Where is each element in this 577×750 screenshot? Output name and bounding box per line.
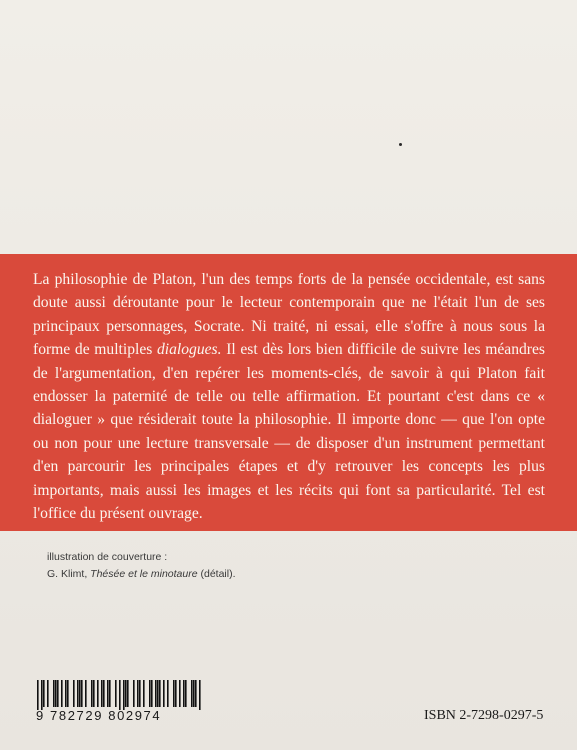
barcode-bar [97,680,99,707]
credit-label: illustration de couverture : [47,551,168,563]
barcode-bar [159,680,161,707]
barcode-bar [163,680,165,707]
barcode-bar [43,680,45,707]
barcode-bar [133,680,135,707]
barcode-bar [123,680,125,710]
blurb-text-part2: Il est dès lors bien difficile de suivre les méandres de l'argumentation, d'en repérer les moments-clés, de savoir à qui Platon fait endosser la paternité de telle ou telle affirmation. Et pourtant c'est dans ce « dialoguer » que résiderait toute la philosophie. Il importe donc — que l'on opte ou non pour une lecture transversale — de disposer d'un instrument permettant d'en parcourir les principales étapes et d'y retrouver les concepts les plus importants, mais aussi les images et les récits qui font sa particularité. Tel est l'office du présent ouvrage. [33,341,545,523]
barcode-bar [101,680,103,707]
credit-line [47,566,467,583]
barcode-bar [57,680,59,707]
illustration-credit [47,549,467,582]
barcode-bar [185,680,187,707]
barcode-bar [79,680,81,707]
isbn-number: ISBN 2-7298-0297-5 [424,708,544,723]
barcode-bar [149,680,151,707]
barcode-bar [173,680,175,707]
barcode-bar [55,680,57,707]
barcode-bar [151,680,153,707]
credit-suffix: (détail). [197,567,236,580]
barcode-bar [85,680,87,707]
credit-artwork-title: Thésée et le minotaure [90,567,198,580]
barcode-bar [155,680,157,707]
barcode-bar [53,680,55,707]
barcode-bar [157,680,159,707]
barcode-bar [115,680,117,707]
barcode-bar [41,680,43,710]
barcode-bar [47,680,49,707]
barcode-bar [195,680,197,707]
barcode-bar [127,680,129,707]
barcode-digits: 9 782729 802974 [36,708,162,723]
barcode-bar [175,680,177,707]
barcode-bar [199,680,201,710]
barcode-bar [103,680,105,707]
barcode-bar [179,680,181,707]
barcode-bar [193,680,195,707]
print-speck [399,143,402,146]
barcode-bar [183,680,185,707]
barcode-bar [77,680,79,707]
blurb-italic-word: dialogues. [156,341,222,359]
barcode-bar [61,680,63,707]
back-cover-blurb [33,268,545,525]
barcode-bar [125,680,127,707]
barcode-bar [65,680,67,707]
barcode-bar [167,680,169,707]
barcode-bar [91,680,93,707]
barcode-bar [119,680,121,710]
barcode-bar [81,680,83,707]
barcode-bar [37,680,39,710]
barcode-bar [137,680,139,707]
barcode-bar [109,680,111,707]
barcode-bar [139,680,141,707]
blurb-text-part1: La philosophie de Platon, l'un des temps forts de la pensée occidentale, est sans doute aussi déroutante pour le lecteur contemporain que ne l'était l'un de ses principaux personnages, Socrate. Ni traité, ni essai, elle s'offre à nous sous la forme de multiples [33,271,545,359]
barcode-bar [67,680,69,707]
barcode-bar [191,680,193,707]
credit-author: G. Klimt, [47,567,91,580]
barcode-bars [33,680,203,710]
barcode-bar [93,680,95,707]
barcode-bar [73,680,75,707]
barcode-bar [107,680,109,707]
barcode-bar [143,680,145,707]
